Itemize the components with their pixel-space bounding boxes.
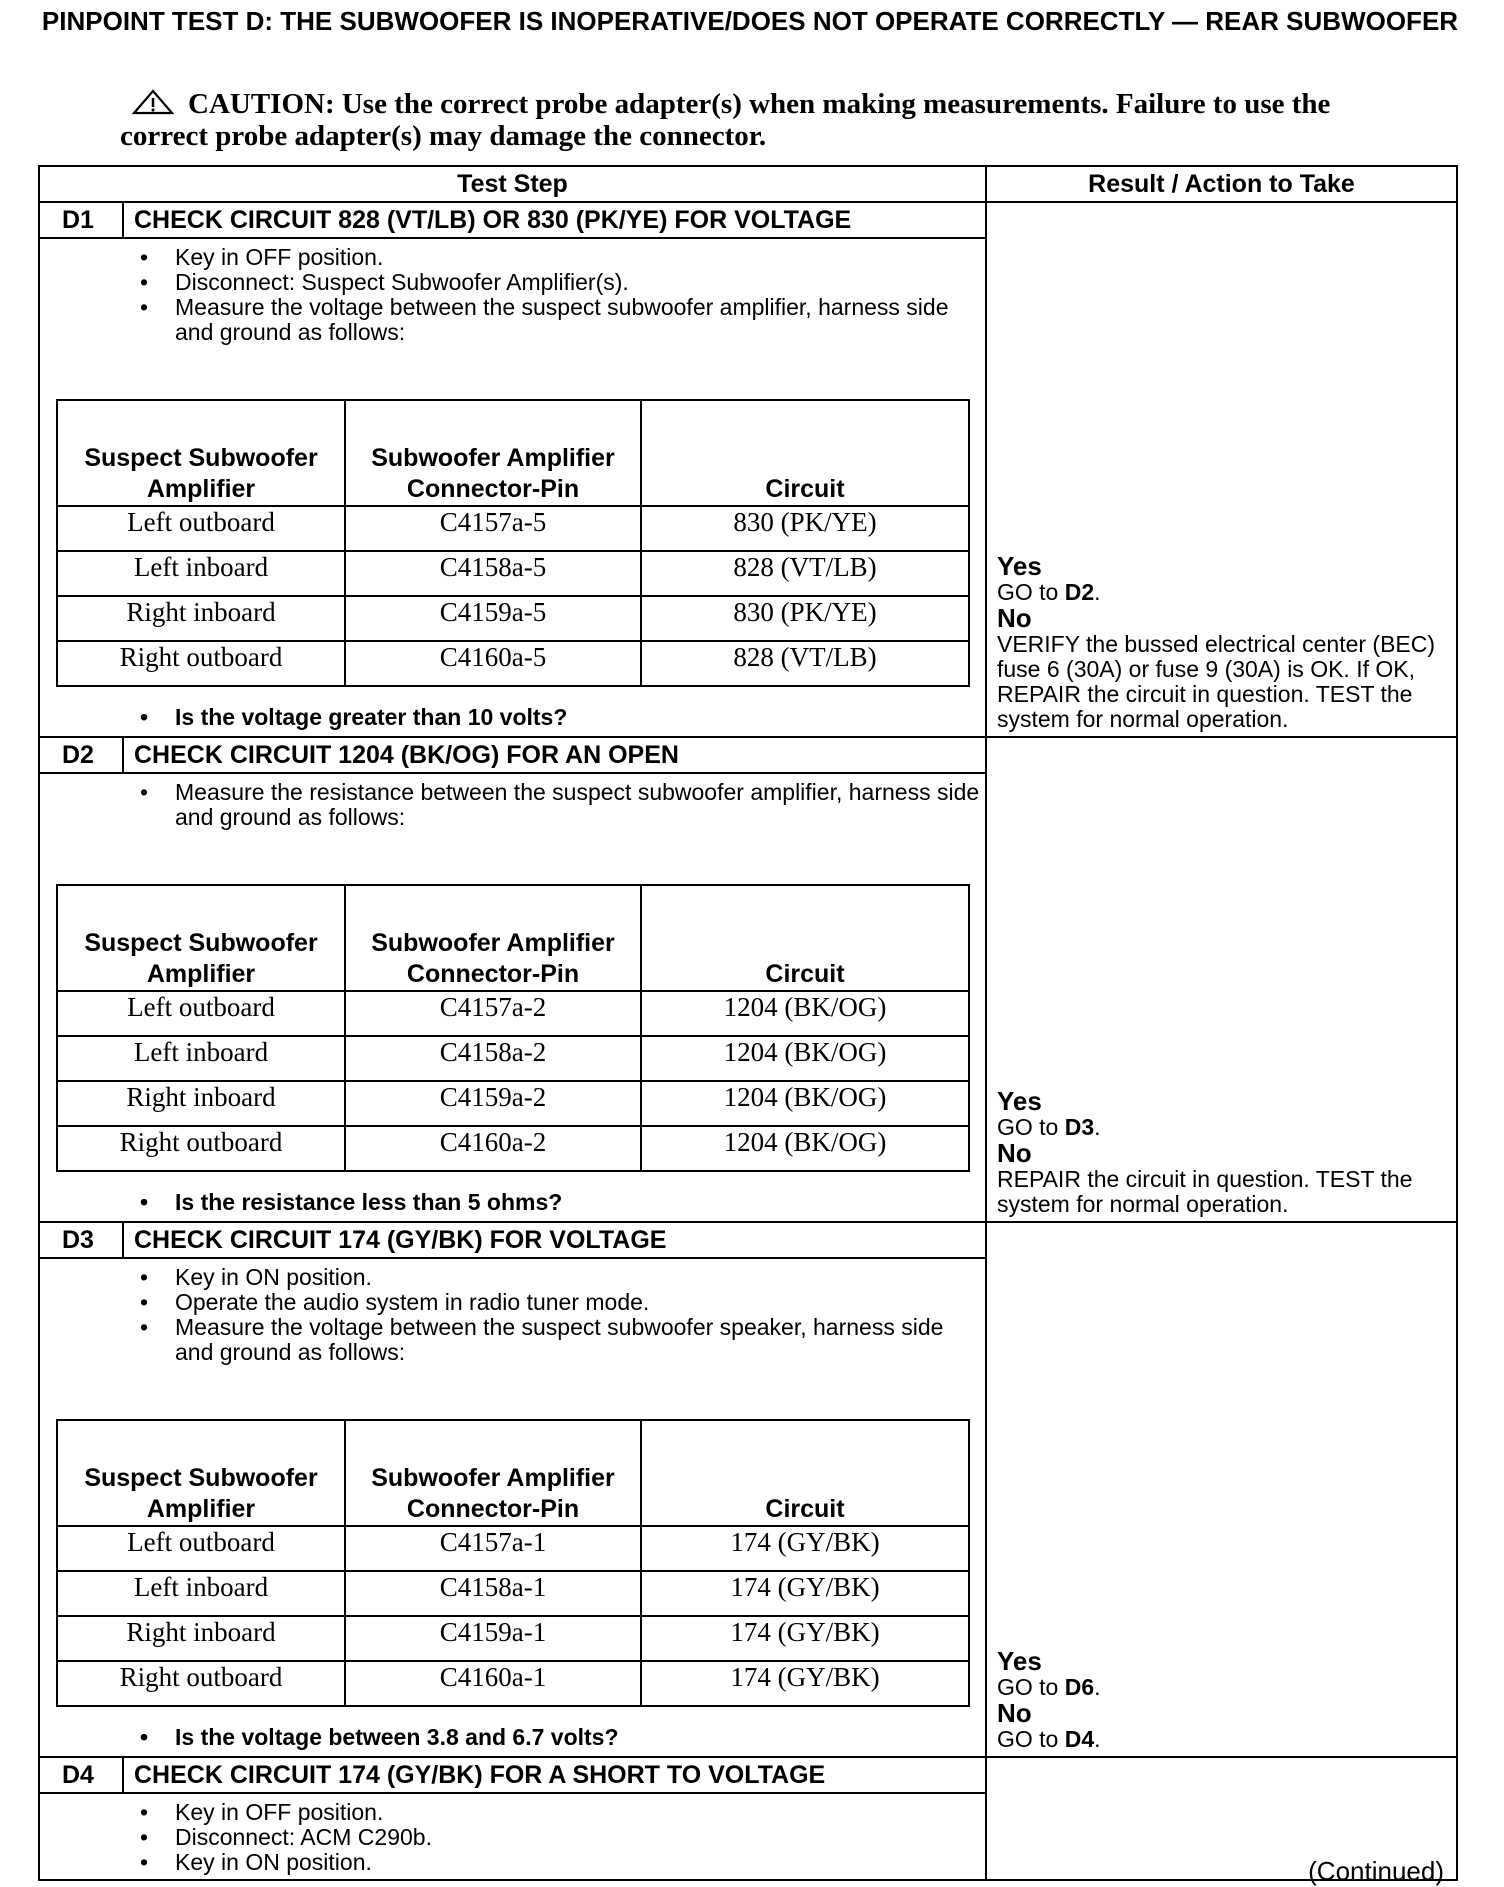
connector-header-col2: Subwoofer Amplifier Connector-Pin (345, 400, 641, 506)
step-row-d1 (39, 202, 1457, 737)
connector-header-col3: Circuit (641, 400, 969, 506)
table-cell: 1204 (BK/OG) (641, 1081, 969, 1126)
step-cell (39, 1222, 986, 1757)
step-question: • Is the voltage between 3.8 and 6.7 volts? (40, 1707, 985, 1756)
table-cell: 174 (GY/BK) (641, 1526, 969, 1571)
step-body (40, 1259, 985, 1756)
step-header (40, 1758, 985, 1794)
table-cell: Left inboard (57, 551, 345, 596)
table-cell: C4157a-2 (345, 991, 641, 1036)
bullet-item: • Disconnect: Suspect Subwoofer Amplifier(s). (175, 270, 985, 295)
table-cell: Right outboard (57, 641, 345, 686)
table-row (57, 1616, 969, 1661)
yes-target-link[interactable]: D3 (1064, 1114, 1095, 1140)
table-cell: C4158a-5 (345, 551, 641, 596)
step-id: D2 (40, 738, 124, 772)
connector-header-row (57, 400, 969, 506)
table-cell: 1204 (BK/OG) (641, 1036, 969, 1081)
table-row (57, 506, 969, 551)
table-cell: 174 (GY/BK) (641, 1616, 969, 1661)
table-cell: Right inboard (57, 1616, 345, 1661)
table-cell: C4159a-1 (345, 1616, 641, 1661)
table-cell: Left inboard (57, 1571, 345, 1616)
table-cell: C4160a-1 (345, 1661, 641, 1706)
connector-table (56, 399, 970, 687)
table-row (57, 991, 969, 1036)
bullet-item: • Key in ON position. (175, 1265, 985, 1290)
step-row-d2 (39, 737, 1457, 1222)
step-question: • Is the resistance less than 5 ohms? (40, 1172, 985, 1221)
no-text: VERIFY the bussed electrical center (BEC) fuse 6 (30A) or fuse 9 (30A) is OK. If OK, REPAIR the circuit in question. TEST the system for normal operation. (997, 631, 1436, 732)
no-text: REPAIR the circuit in question. TEST the system for normal operation. (997, 1166, 1413, 1217)
warning-triangle-icon (132, 89, 174, 115)
table-cell: 1204 (BK/OG) (641, 991, 969, 1036)
step-body (40, 1794, 985, 1879)
step-title: CHECK CIRCUIT 174 (GY/BK) FOR VOLTAGE (134, 1225, 667, 1254)
connector-header-col1: Suspect Subwoofer Amplifier (57, 400, 345, 506)
connector-header-col1: Suspect Subwoofer Amplifier (57, 1420, 345, 1526)
table-row (57, 1036, 969, 1081)
yes-label: Yes (997, 551, 1042, 581)
yes-action: GO to D3. (997, 1114, 1101, 1140)
table-cell: Left outboard (57, 1526, 345, 1571)
bullet-item: • Measure the voltage between the suspect subwoofer amplifier, harness side and ground as follows: (175, 295, 985, 345)
step-bullets (40, 1265, 985, 1365)
step-id: D1 (40, 203, 124, 237)
table-row (57, 1661, 969, 1706)
step-id: D4 (40, 1758, 124, 1792)
table-cell: C4159a-2 (345, 1081, 641, 1126)
step-title: CHECK CIRCUIT 1204 (BK/OG) FOR AN OPEN (134, 740, 679, 769)
result-cell (986, 737, 1457, 1222)
table-row (57, 1126, 969, 1171)
yes-target-link[interactable]: D2 (1064, 579, 1095, 605)
step-bullets (40, 780, 985, 830)
result-actions (997, 1088, 1448, 1217)
table-cell: Right inboard (57, 596, 345, 641)
table-cell: C4160a-2 (345, 1126, 641, 1171)
bullet-item: • Operate the audio system in radio tuner mode. (175, 1290, 985, 1315)
yes-label: Yes (997, 1086, 1042, 1116)
yes-action: GO to D6. (997, 1674, 1101, 1700)
continued-label: (Continued) (1308, 1856, 1444, 1886)
table-cell: Left inboard (57, 1036, 345, 1081)
bullet-item: • Key in OFF position. (175, 245, 985, 270)
table-cell: 828 (VT/LB) (641, 551, 969, 596)
table-cell: Left outboard (57, 991, 345, 1036)
step-row-d3 (39, 1222, 1457, 1757)
bullet-item: • Measure the resistance between the suspect subwoofer amplifier, harness side and ground as follows: (175, 780, 985, 830)
result-cell (986, 202, 1457, 737)
yes-text: GO to (997, 1114, 1065, 1140)
page-title: PINPOINT TEST D: THE SUBWOOFER IS INOPERATIVE/DOES NOT OPERATE CORRECTLY — REAR SUBWOOFER (41, 6, 1459, 36)
step-cell (39, 1757, 986, 1880)
table-row (57, 551, 969, 596)
no-action (997, 1167, 1448, 1217)
table-cell: 830 (PK/YE) (641, 506, 969, 551)
yes-label: Yes (997, 1646, 1042, 1676)
result-header: Result / Action to Take (986, 166, 1457, 202)
step-bullets (40, 1800, 985, 1875)
yes-target-link[interactable]: D6 (1064, 1674, 1095, 1700)
bullet-item: • Disconnect: ACM C290b. (175, 1825, 985, 1850)
step-cell (39, 202, 986, 737)
table-cell: C4158a-2 (345, 1036, 641, 1081)
caution-text: CAUTION: Use the correct probe adapter(s) when making measurements. Failure to use the correct probe adapter(s) may damage the connector. (120, 88, 1331, 152)
connector-header-row (57, 885, 969, 991)
connector-header-col1: Suspect Subwoofer Amplifier (57, 885, 345, 991)
bullet-item: • Measure the voltage between the suspect subwoofer speaker, harness side and ground as follows: (175, 1315, 985, 1365)
table-row (57, 641, 969, 686)
table-header-row (39, 166, 1457, 202)
no-label: No (997, 1698, 1032, 1728)
table-cell: 174 (GY/BK) (641, 1571, 969, 1616)
step-id: D3 (40, 1223, 124, 1257)
table-cell: Right outboard (57, 1126, 345, 1171)
table-cell: C4160a-5 (345, 641, 641, 686)
step-title: CHECK CIRCUIT 174 (GY/BK) FOR A SHORT TO VOLTAGE (134, 1760, 826, 1789)
no-action: GO to D4. (997, 1726, 1101, 1752)
table-row (57, 1571, 969, 1616)
result-actions (997, 1648, 1448, 1752)
connector-header-row (57, 1420, 969, 1526)
table-cell: 174 (GY/BK) (641, 1661, 969, 1706)
no-text: GO to (997, 1726, 1065, 1752)
connector-header-col3: Circuit (641, 885, 969, 991)
table-cell: Right outboard (57, 1661, 345, 1706)
table-cell: C4158a-1 (345, 1571, 641, 1616)
table-row (57, 1081, 969, 1126)
table-cell: Right inboard (57, 1081, 345, 1126)
step-header (40, 203, 985, 239)
bullet-item: • Key in OFF position. (175, 1800, 985, 1825)
step-cell (39, 737, 986, 1222)
no-target-link[interactable]: D4 (1064, 1726, 1095, 1752)
caution-note (120, 88, 1360, 152)
yes-text: GO to (997, 579, 1065, 605)
table-row (57, 596, 969, 641)
step-question: • Is the voltage greater than 10 volts? (40, 687, 985, 736)
step-header (40, 1223, 985, 1259)
test-step-header: Test Step (39, 166, 986, 202)
connector-table (56, 1419, 970, 1707)
bullet-item: • Key in ON position. (175, 1850, 985, 1875)
table-cell: 830 (PK/YE) (641, 596, 969, 641)
table-row (57, 1526, 969, 1571)
result-actions (997, 553, 1448, 732)
yes-text: GO to (997, 1674, 1065, 1700)
table-cell: 828 (VT/LB) (641, 641, 969, 686)
table-cell: C4159a-5 (345, 596, 641, 641)
pinpoint-test-table (38, 165, 1458, 1881)
result-cell (986, 1222, 1457, 1757)
step-body (40, 774, 985, 1221)
connector-table (56, 884, 970, 1172)
connector-header-col2: Subwoofer Amplifier Connector-Pin (345, 885, 641, 991)
table-cell: C4157a-5 (345, 506, 641, 551)
step-bullets (40, 245, 985, 345)
step-title: CHECK CIRCUIT 828 (VT/LB) OR 830 (PK/YE) FOR VOLTAGE (134, 205, 852, 234)
no-action (997, 632, 1448, 732)
table-cell: 1204 (BK/OG) (641, 1126, 969, 1171)
step-body (40, 239, 985, 736)
no-label: No (997, 1138, 1032, 1168)
step-header (40, 738, 985, 774)
yes-action: GO to D2. (997, 579, 1101, 605)
table-cell: C4157a-1 (345, 1526, 641, 1571)
step-row-d4 (39, 1757, 1457, 1880)
connector-header-col2: Subwoofer Amplifier Connector-Pin (345, 1420, 641, 1526)
connector-header-col3: Circuit (641, 1420, 969, 1526)
no-label: No (997, 603, 1032, 633)
table-cell: Left outboard (57, 506, 345, 551)
